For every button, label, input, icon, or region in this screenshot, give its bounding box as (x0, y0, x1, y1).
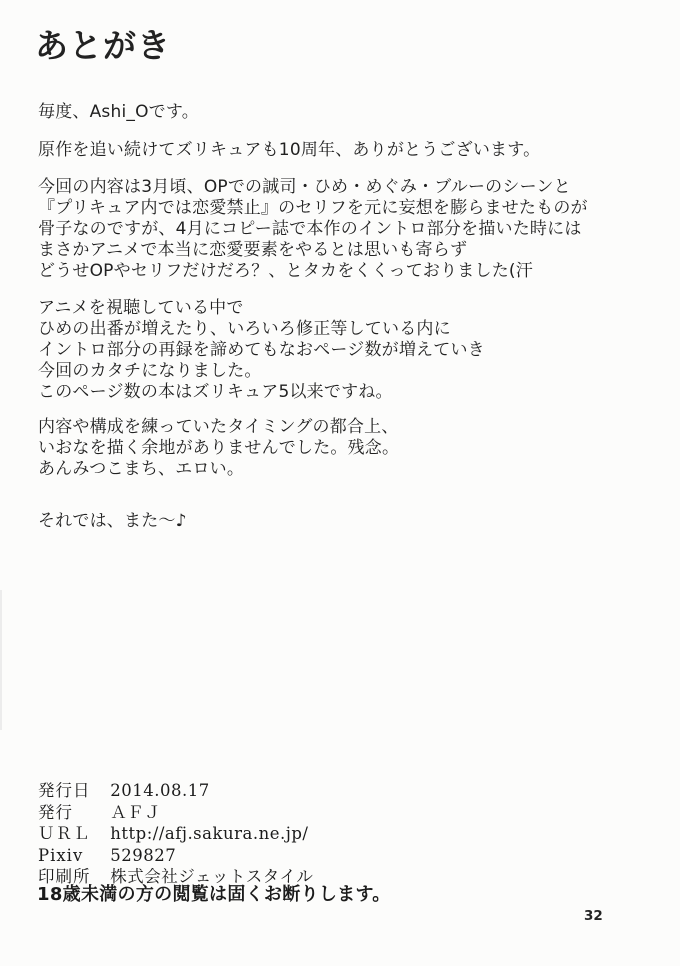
paragraph-line: ひめの出番が増えたり、いろいろ修正等している内に (38, 319, 451, 339)
printer-value: 株式会社ジェットスタイル (110, 867, 314, 886)
colophon-row-url (38, 823, 313, 845)
colophon-label: Pixiv (38, 845, 84, 865)
age-restriction-notice: 18歳未満の方の閲覧は固くお断りします。 (37, 884, 391, 905)
paragraph-line: いおなを描く余地がありませんでした。残念。 (38, 438, 400, 458)
colophon-row-publisher (38, 802, 313, 824)
page-number: 32 (584, 908, 603, 924)
paragraph-origin (38, 177, 588, 282)
colophon-label: 発行日 (38, 781, 91, 800)
pixiv-id-value: 529827 (110, 845, 177, 865)
paragraph-line: あんみつこまち、エロい。 (38, 459, 245, 479)
paragraph-line: イントロ部分の再録を諦めてもなおページ数が増えていき (38, 340, 485, 360)
paragraph-line: 骨子なのですが、4月にコピー誌で本作のイントロ部分を描いた時には (38, 219, 582, 239)
paragraph-line: 内容や構成を練っていたタイミングの都合上、 (38, 417, 399, 437)
paragraph-line: アニメを視聴している中で (38, 298, 244, 318)
paragraph-line: 『プリキュア内では恋愛禁止』のセリフを元に妄想を膨らませたものが (38, 198, 588, 218)
paragraph-line: このページ数の本はズリキュア5以来ですね。 (38, 382, 393, 402)
colophon-label: 印刷所 (38, 867, 91, 886)
publish-date-value: 2014.08.17 (110, 781, 210, 800)
paragraph-line: どうせOPやセリフだけだろ？、とタカをくくっておりました(汗 (38, 261, 533, 281)
paragraph-line: 今回の内容は3月頃、OPでの誠司・ひめ・めぐみ・ブルーのシーンと (38, 177, 571, 197)
colophon-label: 発行 (38, 802, 73, 822)
greeting-line: 毎度、Ashi_Oです。 (38, 102, 199, 122)
paragraph-regret (38, 417, 399, 480)
paragraph-line: まさかアニメで本当に恋愛要素をやるとは思いも寄らず (38, 240, 468, 260)
page-title: あとがき (35, 26, 171, 65)
thanks-line: 原作を追い続けてズリキュアも10周年、ありがとうございます。 (38, 140, 541, 160)
colophon-row-publish-date (38, 780, 313, 802)
paragraph-line: 今回のカタチになりました。 (38, 361, 262, 381)
closing-line: それでは、また～♪ (38, 511, 187, 531)
scan-artifact (0, 590, 2, 730)
colophon-label: ＵＲＬ (38, 824, 91, 843)
colophon (38, 780, 313, 888)
publisher-value: ＡＦＪ (110, 802, 162, 822)
paragraph-anime (38, 298, 485, 403)
url-value: http://afj.sakura.ne.jp/ (110, 824, 309, 843)
colophon-row-pixiv (38, 845, 313, 867)
